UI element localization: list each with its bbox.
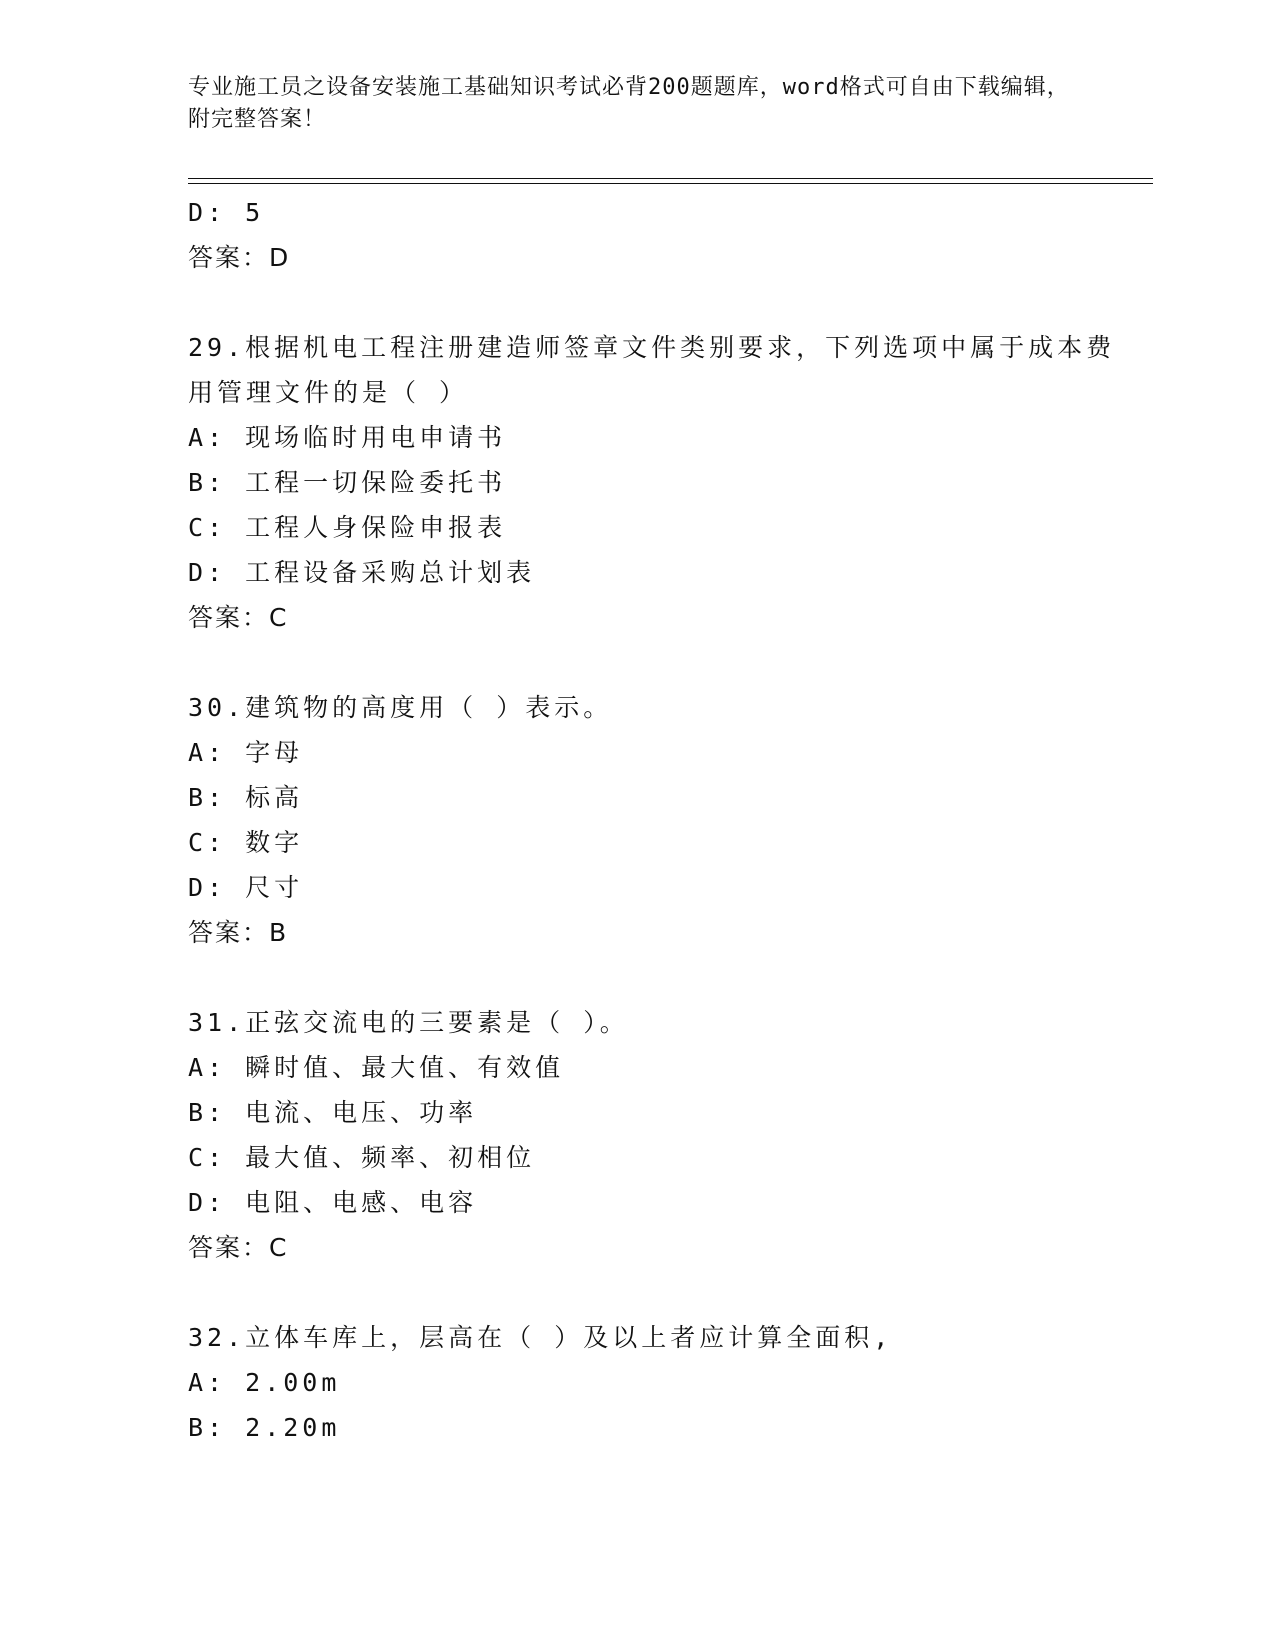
header-rule-bottom bbox=[188, 183, 1153, 184]
question-stem: 32.立体车库上，层高在（ ）及以上者应计算全面积, bbox=[188, 1323, 893, 1352]
option-c: C: 工程人身保险申报表 bbox=[188, 513, 507, 542]
option-c: C: 最大值、频率、初相位 bbox=[188, 1143, 536, 1172]
page-header: 专业施工员之设备安装施工基础知识考试必背200题题库，word格式可自由下载编辑，附完整答案！ bbox=[188, 75, 1070, 132]
option-a: A: 2.00m bbox=[188, 1368, 341, 1397]
option-a: A: 字母 bbox=[188, 738, 304, 767]
option-b: B: 工程一切保险委托书 bbox=[188, 468, 507, 497]
question-stem: 30.建筑物的高度用（ ）表示。 bbox=[188, 693, 613, 722]
option-a: A: 现场临时用电申请书 bbox=[188, 423, 507, 452]
answer: 答案：C bbox=[188, 603, 289, 632]
option-b: B: 电流、电压、功率 bbox=[188, 1098, 478, 1127]
question-31 bbox=[188, 1000, 1118, 1270]
option-d: D: 5 bbox=[188, 198, 265, 227]
answer: 答案：C bbox=[188, 1233, 289, 1262]
answer: 答案：B bbox=[188, 918, 289, 947]
question-30 bbox=[188, 685, 1118, 955]
question-list bbox=[188, 190, 1118, 1450]
option-d: D: 工程设备采购总计划表 bbox=[188, 558, 536, 587]
question-29 bbox=[188, 325, 1118, 640]
question-32 bbox=[188, 1315, 1118, 1450]
question-stem: 29.根据机电工程注册建造师签章文件类别要求，下列选项中属于成本费用管理文件的是（ ） bbox=[188, 333, 1116, 407]
option-a: A: 瞬时值、最大值、有效值 bbox=[188, 1053, 565, 1082]
option-d: D: 电阻、电感、电容 bbox=[188, 1188, 478, 1217]
answer: 答案：D bbox=[188, 243, 291, 272]
question-stem: 31.正弦交流电的三要素是（ ）。 bbox=[188, 1008, 629, 1037]
option-d: D: 尺寸 bbox=[188, 873, 304, 902]
option-b: B: 标高 bbox=[188, 783, 304, 812]
option-c: C: 数字 bbox=[188, 828, 304, 857]
header-rule-top bbox=[188, 178, 1153, 179]
option-b: B: 2.20m bbox=[188, 1413, 341, 1442]
